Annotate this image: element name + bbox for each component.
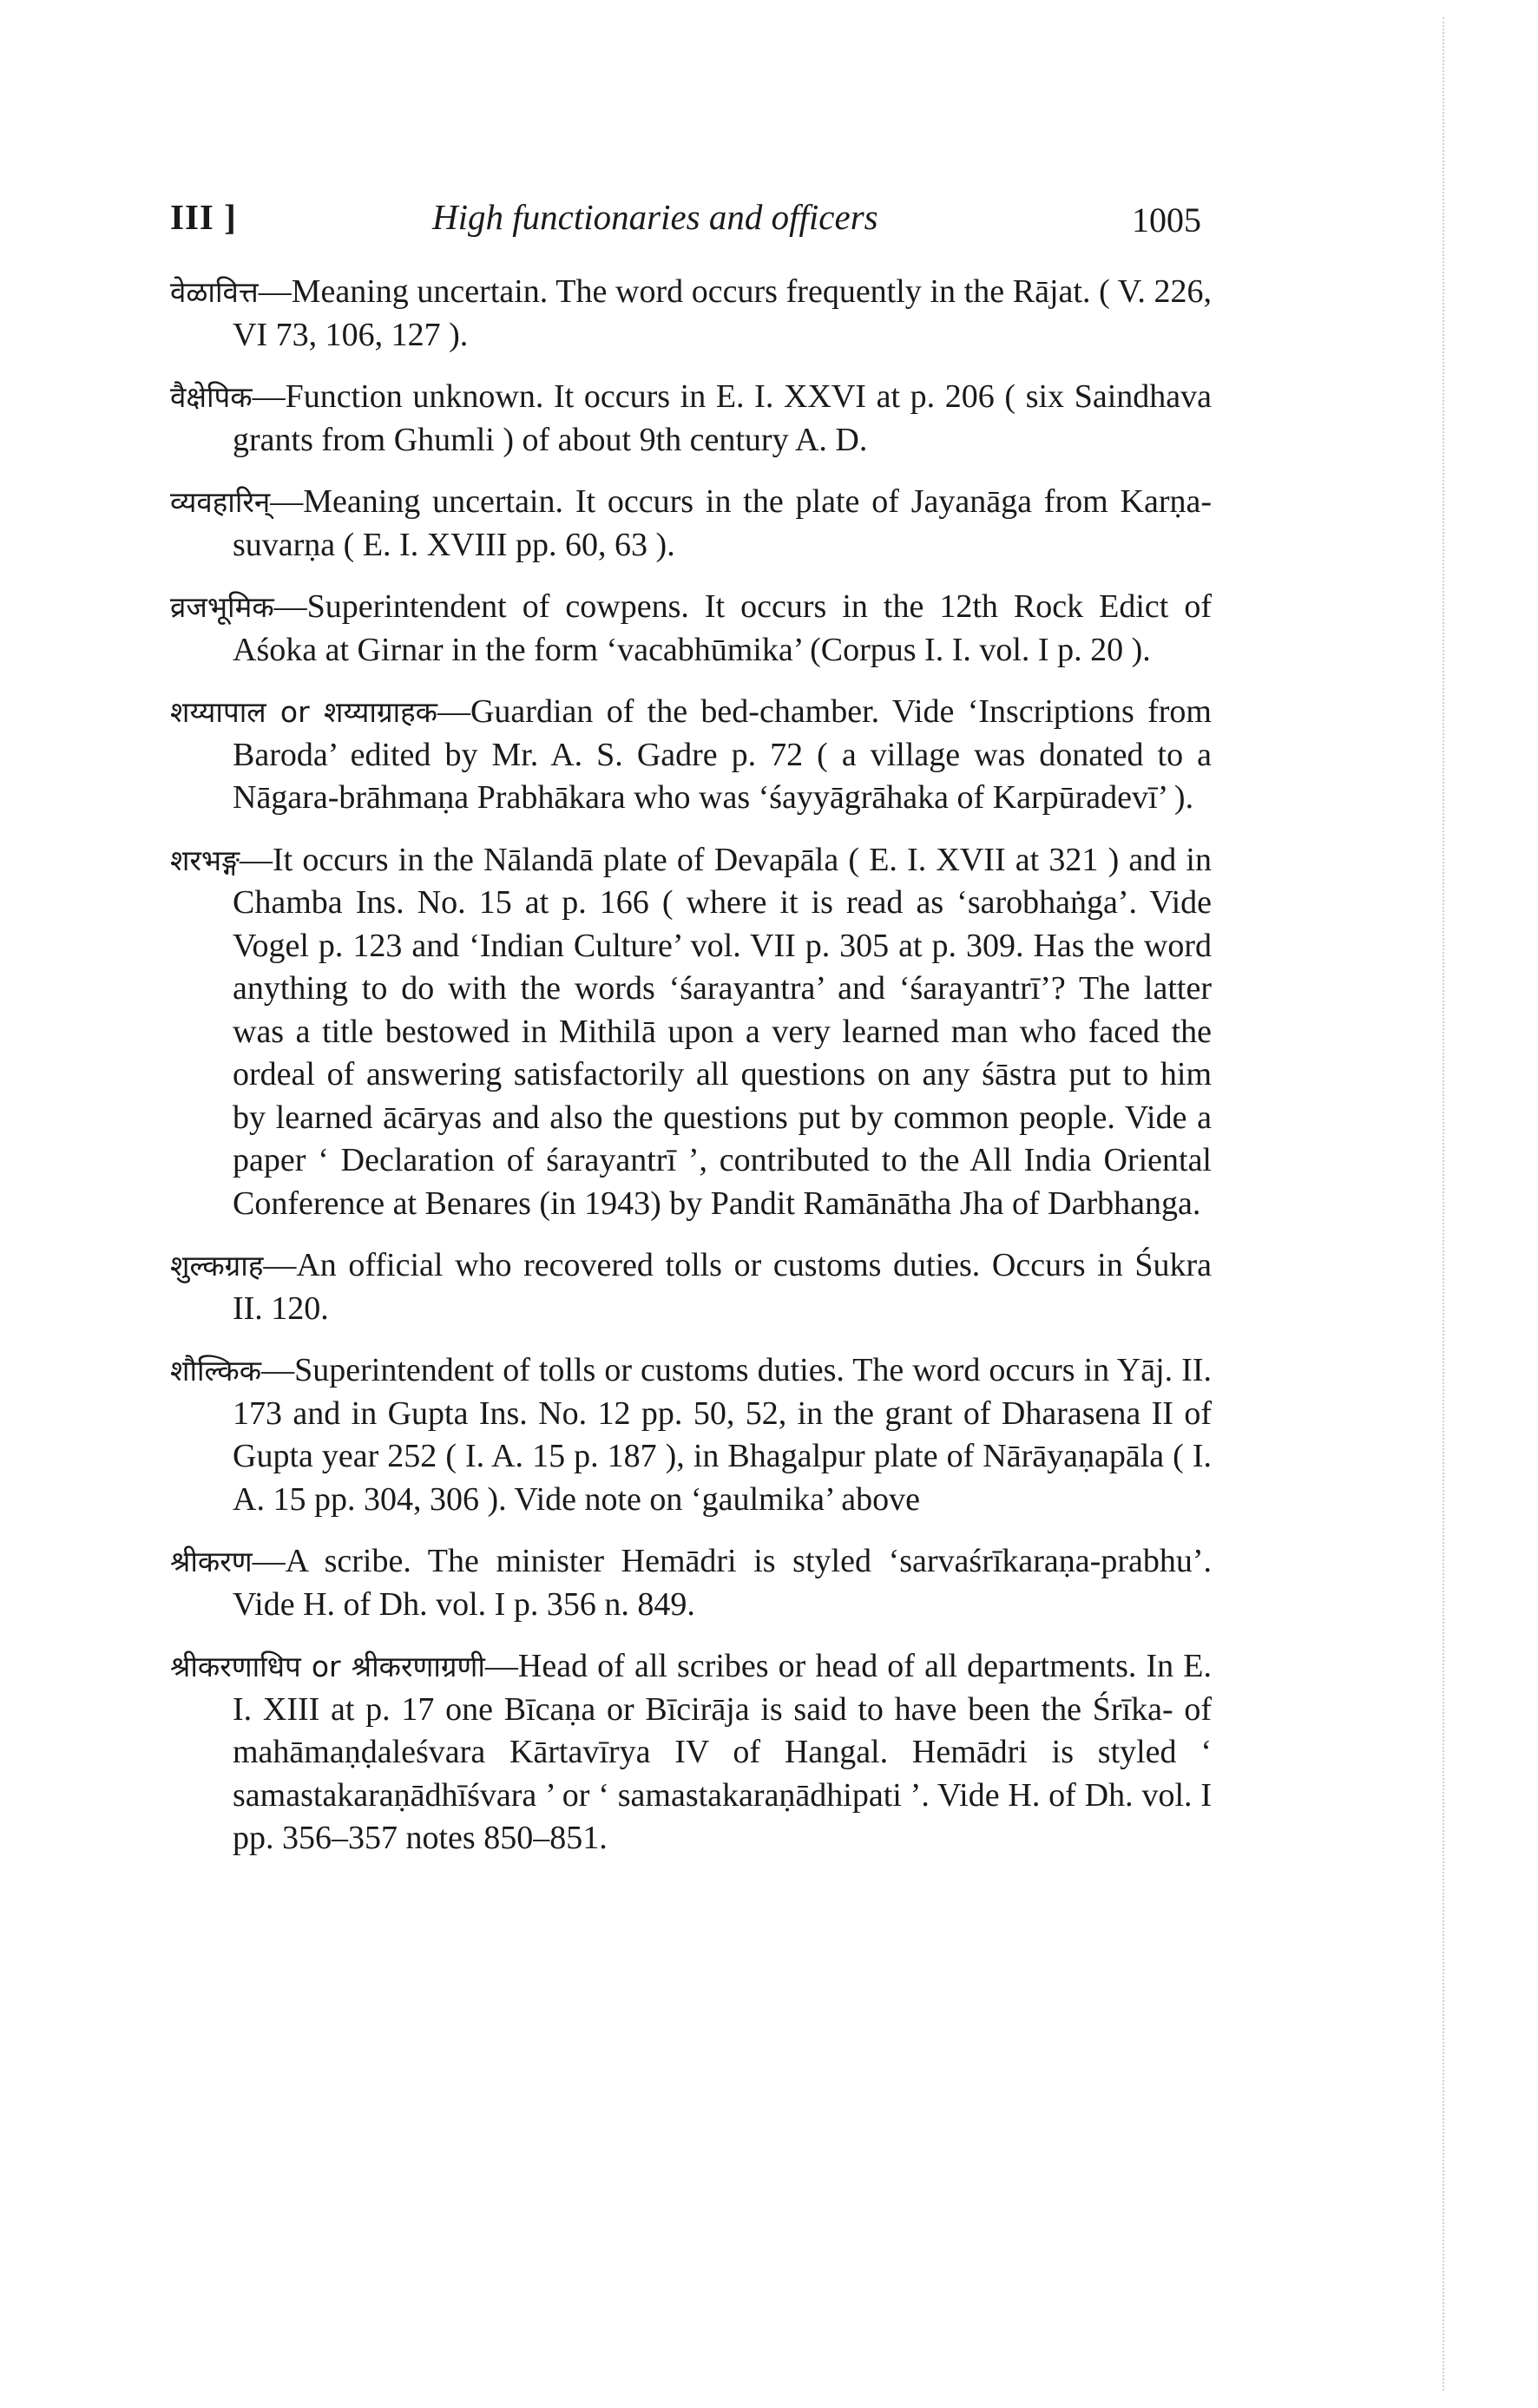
glossary-entry-vrajabhumika [170,586,1212,672]
section-marker: III ] [170,197,237,237]
entry-definition: —Meaning uncertain. It occurs in the plate of Jayanāga from Karṇa-suvarṇa ( E. I. XVIII pp. 60, 63 ). [233,483,1212,563]
entry-definition: —Superintendent of tolls or customs duties. The word occurs in Yāj. II. 173 and in Gupta Ins. No. 12 pp. 50, 52, in the grant of Dharasena II of Gupta year 252 ( I. A. 15 p. 187 ), in Bhagalpur plate of Nārāyaṇapāla ( I. A. 15 pp. 304, 306 ). Vide note on ‘gaulmika’ above [233,1352,1212,1518]
glossary-entry-shaulkika [170,1349,1212,1521]
page-edge-rule [1443,17,1444,2391]
glossary-entry-shrikaranadhipa [170,1645,1212,1860]
entry-headword: वैक्षेपिक [170,380,253,414]
glossary-entries [170,271,1212,1880]
running-header [170,196,1212,248]
entry-definition: —Function unknown. It occurs in E. I. XXVI at p. 206 ( six Saindhava grants from Ghumli ) of about 9th century A. D. [233,378,1212,458]
glossary-entry-shulkagraha [170,1244,1212,1330]
glossary-entry-vyavaharin [170,481,1212,567]
entry-definition: —A scribe. The minister Hemādri is styled ‘sarvaśrīkaraṇa-prabhu’. Vide H. of Dh. vol. I p. 356 n. 849. [233,1543,1212,1623]
running-title: High functionaries and officers [432,197,878,237]
glossary-entry-shayyapala [170,691,1212,820]
entry-headword: श्रीकरणाधिप or श्रीकरणाग्रणी [170,1650,485,1683]
entry-definition: —It occurs in the Nālandā plate of Devapāla ( E. I. XVII at 321 ) and in Chamba Ins. No. 15 at p. 166 ( where it is read as ‘sarobhaṅga’. Vide Vogel p. 123 and ‘Indian Culture’ vol. VII p. 305 at p. 309. Has the word anything to do with the words ‘śarayantra’ and ‘śarayantrī’? The latter was a title bestowed in Mithilā upon a very learned man who faced the ordeal of answering satisfactorily all questions on any śāstra put to him by learned ācāryas and also the questions put by common people. Vide a paper ‘ Declaration of śarayantrī ’, contributed to the All India Oriental Conference at Benares (in 1943) by Pandit Ramānātha Jha of Darbhanga. [233,841,1212,1222]
entry-definition: —An official who recovered tolls or customs duties. Occurs in Śukra II. 120. [233,1247,1212,1327]
glossary-entry-sharabhanga [170,839,1212,1226]
glossary-entry-vaikshepika [170,376,1212,462]
entry-headword: श्रीकरण [170,1545,253,1578]
entry-headword: शय्यापाल or शय्याग्राहक [170,695,437,729]
entry-headword: वेळावित्त [170,275,259,309]
entry-definition: —Superintendent of cowpens. It occurs in the 12th Rock Edict of Aśoka at Girnar in the form ‘vacabhūmika’ (Corpus I. I. vol. I p. 20 ). [233,588,1212,668]
page-number: 1005 [1132,200,1201,239]
entry-headword: शुल्कग्राह [170,1249,264,1283]
entry-headword: शौल्किक [170,1354,262,1388]
entry-headword: शरभङ्ग [170,843,240,877]
glossary-entry-velavitta [170,271,1212,357]
glossary-entry-shrikarana [170,1540,1212,1626]
entry-definition: —Guardian of the bed-chamber. Vide ‘Inscriptions from Baroda’ edited by Mr. A. S. Gadre p. 72 ( a village was donated to a Nāgara-brāhmaṇa Prabhākara who was ‘śayyāgrāhaka of Karpūradevī’ ). [233,693,1212,816]
entry-headword: व्यवहारिन् [170,485,271,519]
entry-definition: —Head of all scribes or head of all departments. In E. I. XIII at p. 17 one Bīcaṇa or Bīcirāja is said to have been the Śrīka- of mahāmaṇḍaleśvara Kārtavīrya IV of Hangal. Hemādri is styled ‘ samastakaraṇādhīśvara ’ or ‘ samastakaraṇādhipati ’. Vide H. of Dh. vol. I pp. 356–357 notes 850–851. [233,1648,1212,1856]
entry-headword: व्रजभूमिक [170,590,274,624]
entry-definition: —Meaning uncertain. The word occurs frequently in the Rājat. ( V. 226, VI 73, 106, 127 ). [233,273,1212,353]
